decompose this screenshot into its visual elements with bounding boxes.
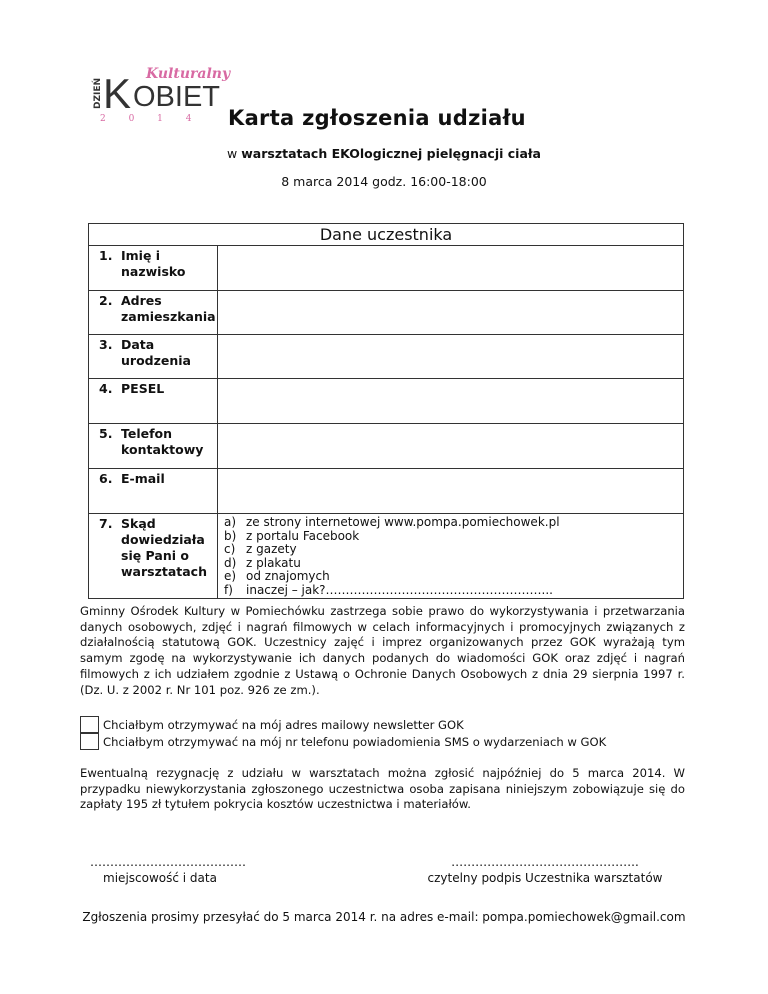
logo-letter-k: K xyxy=(103,70,132,117)
form-heading: Dane uczestnika xyxy=(89,224,684,246)
event-logo xyxy=(90,54,231,124)
row-label-source: 7. Skąd dowiedziała się Pani o warsztatach xyxy=(89,514,218,599)
source-option[interactable]: b) z portalu Facebook xyxy=(224,528,360,543)
sms-checkbox[interactable] xyxy=(80,733,99,750)
source-option[interactable]: a) ze strony internetowej www.pompa.pomiechowek.pl xyxy=(224,515,560,529)
participant-signature-label: czytelny podpis Uczestnika warsztatów xyxy=(427,871,663,885)
row-label-address: 2. Adres zamieszkania xyxy=(89,291,218,335)
page-title: Karta zgłoszenia udziału xyxy=(228,106,526,130)
pesel-field[interactable] xyxy=(218,379,684,424)
row-label-pesel: 4. PESEL xyxy=(89,379,218,424)
page-subtitle xyxy=(0,146,768,161)
source-option[interactable]: e) od znajomych xyxy=(224,569,330,584)
sms-consent xyxy=(80,733,606,750)
email-field[interactable] xyxy=(218,469,684,514)
address-field[interactable] xyxy=(218,291,684,335)
source-option[interactable]: d) z plakatu xyxy=(224,555,301,570)
data-protection-clause: Gminny Ośrodek Kultury w Pomiechówku zastrzega sobie prawo do wykorzystywania i przetwarzania danych osobowych, zdjęć i nagrań filmowych w celach informacyjnych i promocyjnych związanych z działalnością statutową GOK. Uczestnicy zajęć i imprez organizowanych przez GOK wyrażają tym samym zgodę na wykorzystywanie ich danych podanych do wiadomości GOK oraz zdjęć i nagrań filmowych z ich udziałem zgodnie z Ustawą o Ochronie Danych Osobowych z dnia 29 sierpnia 1997 r. (Dz. U. z 2002 r. Nr 101 poz. 926 ze zm.). xyxy=(80,604,685,697)
place-date-signature xyxy=(90,855,246,885)
newsletter-consent xyxy=(80,716,464,733)
phone-field[interactable] xyxy=(218,424,684,469)
newsletter-checkbox-label: Chciałbym otrzymywać na mój adres mailowy newsletter GOK xyxy=(103,717,464,732)
logo-kulturalny: Kulturalny xyxy=(146,66,231,82)
subtitle-prefix: w xyxy=(227,146,238,161)
subtitle-workshop: warsztatach EKOlogicznej pielęgnacji ciała xyxy=(241,146,541,161)
logo-year: 2 0 1 4 xyxy=(100,114,202,124)
logo-dzien: DZIEŃ xyxy=(93,77,103,109)
newsletter-checkbox[interactable] xyxy=(80,716,99,733)
source-option[interactable]: f) inaczej – jak?………………………………………………... xyxy=(224,582,553,597)
logo-obiet: OBIET xyxy=(133,81,221,113)
name-field[interactable] xyxy=(218,246,684,291)
place-date-line[interactable]: ………………………………… xyxy=(90,855,246,869)
row-label-phone: 5. Telefon kontaktowy xyxy=(89,424,218,469)
cancellation-notice: Ewentualną rezygnację z udziału w warsztatach można zgłosić najpóźniej do 5 marca 2014. W przypadku niewykorzystania zgłoszonego uczestnictwa osoba zapisana niniejszym zobowiązuje się do zapłaty 195 zł tytułem pokrycia kosztów uczestnictwa i materiałów. xyxy=(80,766,685,812)
submission-footer: Zgłoszenia prosimy przesyłać do 5 marca 2014 r. na adres e-mail: pompa.pomiechowek@gmail.com xyxy=(82,910,686,924)
source-option[interactable]: c) z gazety xyxy=(224,542,297,557)
row-label-email: 6. E-mail xyxy=(89,469,218,514)
row-label-name: 1. Imię i nazwisko xyxy=(89,246,218,291)
participant-signature-line[interactable]: ……………………………………….. xyxy=(451,855,639,869)
sms-checkbox-label: Chciałbym otrzymywać na mój nr telefonu powiadomienia SMS o wydarzeniach w GOK xyxy=(103,734,607,749)
source-options xyxy=(218,514,684,599)
place-date-label: miejscowość i data xyxy=(103,871,217,885)
participant-signature xyxy=(420,855,670,885)
event-date: 8 marca 2014 godz. 16:00-18:00 xyxy=(281,174,487,189)
participant-form-table xyxy=(88,223,684,599)
birthdate-field[interactable] xyxy=(218,335,684,379)
row-label-birthdate: 3. Data urodzenia xyxy=(89,335,218,379)
